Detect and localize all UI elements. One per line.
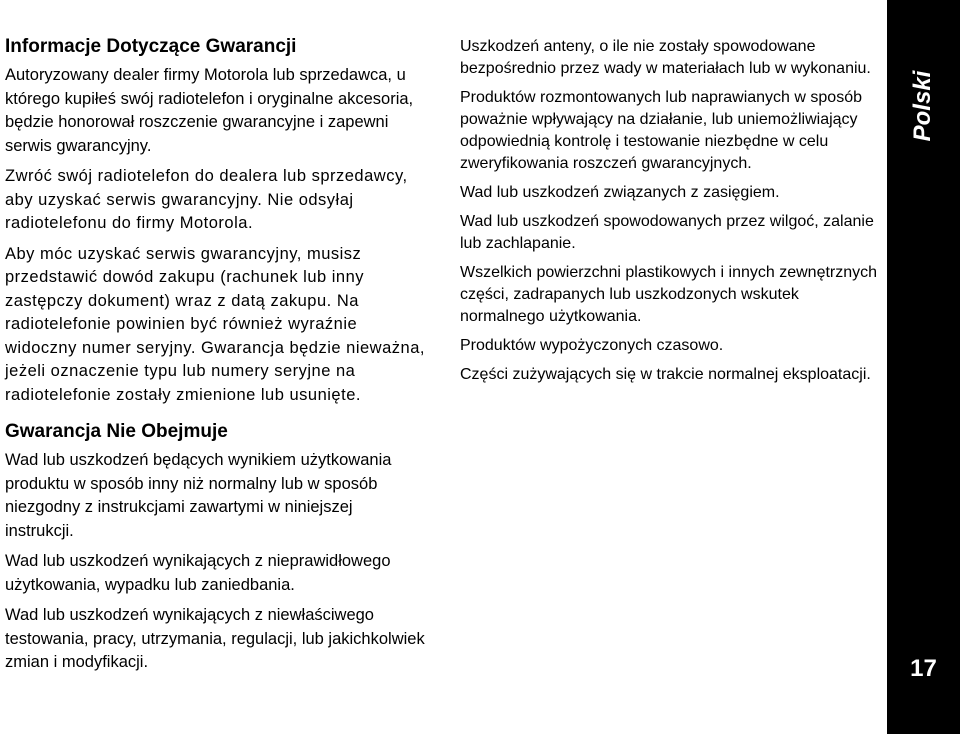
paragraph: Wszelkich powierzchni plastikowych i innych zewnętrznych części, zadrapanych lub uszkodzonych wskutek normalnego użytkowania. (460, 264, 878, 325)
paragraph: Produktów rozmontowanych lub naprawianych w sposób poważnie wpływający na działanie, lub uniemożliwiający odpowiednią kontrolę i testowanie niezbędne w celu zweryfikowania roszczeń gwarancyjnych. (460, 89, 862, 172)
paragraph: Uszkodzeń anteny, o ile nie zostały spowodowane bezpośrednio przez wady w materiałach lub w wykonaniu. (460, 38, 871, 77)
page-number: 17 (910, 655, 937, 682)
left-column (5, 36, 425, 682)
paragraph: Wad lub uszkodzeń spowodowanych przez wilgoć, zalanie lub zachlapanie. (460, 213, 874, 252)
paragraph: Wad lub uszkodzeń związanych z zasięgiem. (460, 184, 780, 201)
paragraph: Wad lub uszkodzeń wynikających z nieprawidłowego użytkowania, wypadku lub zaniedbania. (5, 552, 391, 594)
paragraph: Części zużywających się w trakcie normalnej eksploatacji. (460, 366, 871, 383)
paragraph: Wad lub uszkodzeń będących wynikiem użytkowania produktu w sposób inny niż normalny lub w sposób niezgodny z instrukcjami zawartymi w niniejszej instrukcji. (5, 451, 392, 540)
paragraph: Zwróć swój radiotelefon do dealera lub sprzedawcy, aby uzyskać serwis gwarancyjny. Nie odsyłaj radiotelefonu do firmy Motorola. (5, 167, 408, 232)
language-label: Polski (909, 70, 936, 142)
right-column (460, 36, 880, 393)
paragraph: Aby móc uzyskać serwis gwarancyjny, musisz przedstawić dowód zakupu (rachunek lub inny zastępczy dokument) wraz z datą zakupu. Na radiotelefonie powinien być również wyraźnie widoczny numer seryjny. Gwarancja będzie nieważna, jeżeli oznaczenie typu lub numery seryjne na radiotelefonie zostały zmienione lub usunięte. (5, 244, 425, 404)
warranty-info-heading: Informacje Dotyczące Gwarancji (5, 36, 297, 57)
paragraph: Produktów wypożyczonych czasowo. (460, 337, 724, 354)
warranty-exclusions-heading: Gwarancja Nie Obejmuje (5, 421, 228, 442)
paragraph: Wad lub uszkodzeń wynikających z niewłaściwego testowania, pracy, utrzymania, regulacji, lub jakichkolwiek zmian i modyfikacji. (5, 606, 425, 671)
paragraph: Autoryzowany dealer firmy Motorola lub sprzedawca, u którego kupiłeś swój radiotelefon i oryginalne akcesoria, będzie honorował roszczenie gwarancyjne i zapewni serwis gwarancyjny. (5, 66, 414, 155)
language-tab-sidebar (887, 0, 960, 734)
